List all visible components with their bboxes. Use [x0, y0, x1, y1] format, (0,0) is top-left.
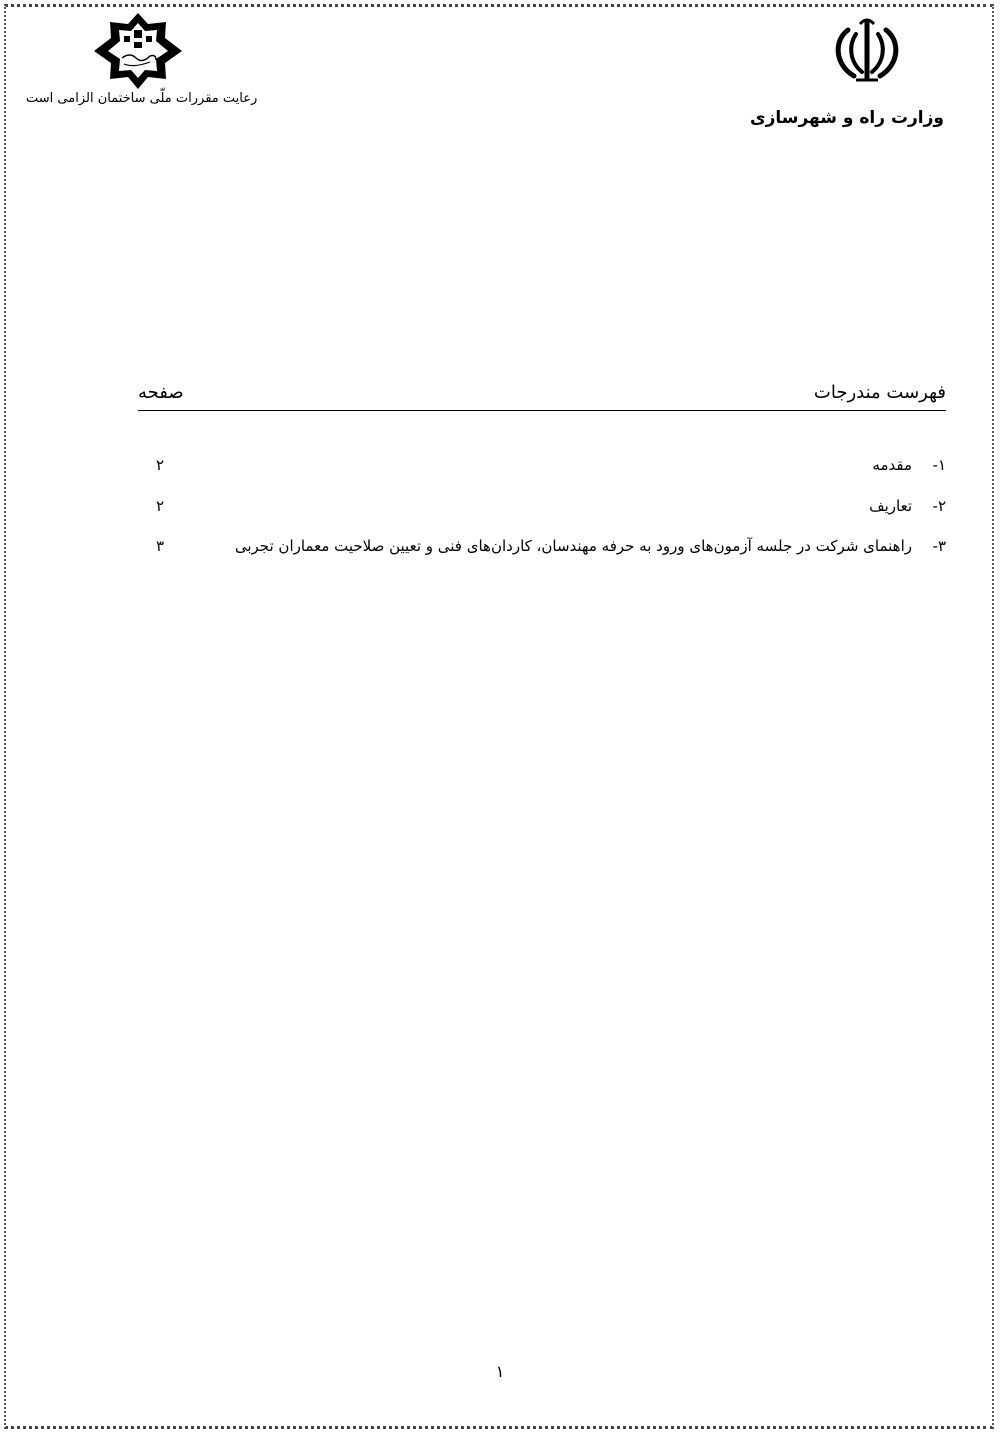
- toc-entry-page: ۳: [156, 537, 165, 555]
- national-building-regulations-seal-icon: [90, 12, 186, 90]
- toc-entry-number: ۲-: [932, 497, 946, 515]
- toc-entry-page: ۲: [156, 456, 165, 474]
- toc-entry-number: ۳-: [932, 537, 946, 555]
- compliance-note: رعایت مقررات ملّی ساختمان الزامی است: [26, 91, 258, 106]
- ministry-name: وزارت راه و شهرسازی: [749, 108, 944, 128]
- page-number: ۱: [495, 1362, 505, 1381]
- toc-entry: [150, 456, 946, 480]
- toc-title: فهرست مندرجات: [813, 382, 946, 403]
- toc-header: [138, 380, 946, 411]
- toc-entry: [150, 537, 946, 561]
- toc-page-column-label: صفحه: [138, 382, 184, 403]
- page-border: [4, 4, 994, 1429]
- toc-entry-number: ۱-: [932, 456, 946, 474]
- toc-entry-title: مقدمه: [872, 456, 912, 474]
- toc-entry-page: ۲: [156, 497, 165, 515]
- toc-entry-title: تعاریف: [869, 497, 912, 515]
- iran-emblem-icon: [826, 14, 908, 86]
- toc-entry: [150, 497, 946, 521]
- toc-entry-title: راهنمای شرکت در جلسه آزمون‌های ورود به حرفه مهندسان، کاردان‌های فنی و تعیین صلاحیت معماران تجربی: [234, 537, 912, 555]
